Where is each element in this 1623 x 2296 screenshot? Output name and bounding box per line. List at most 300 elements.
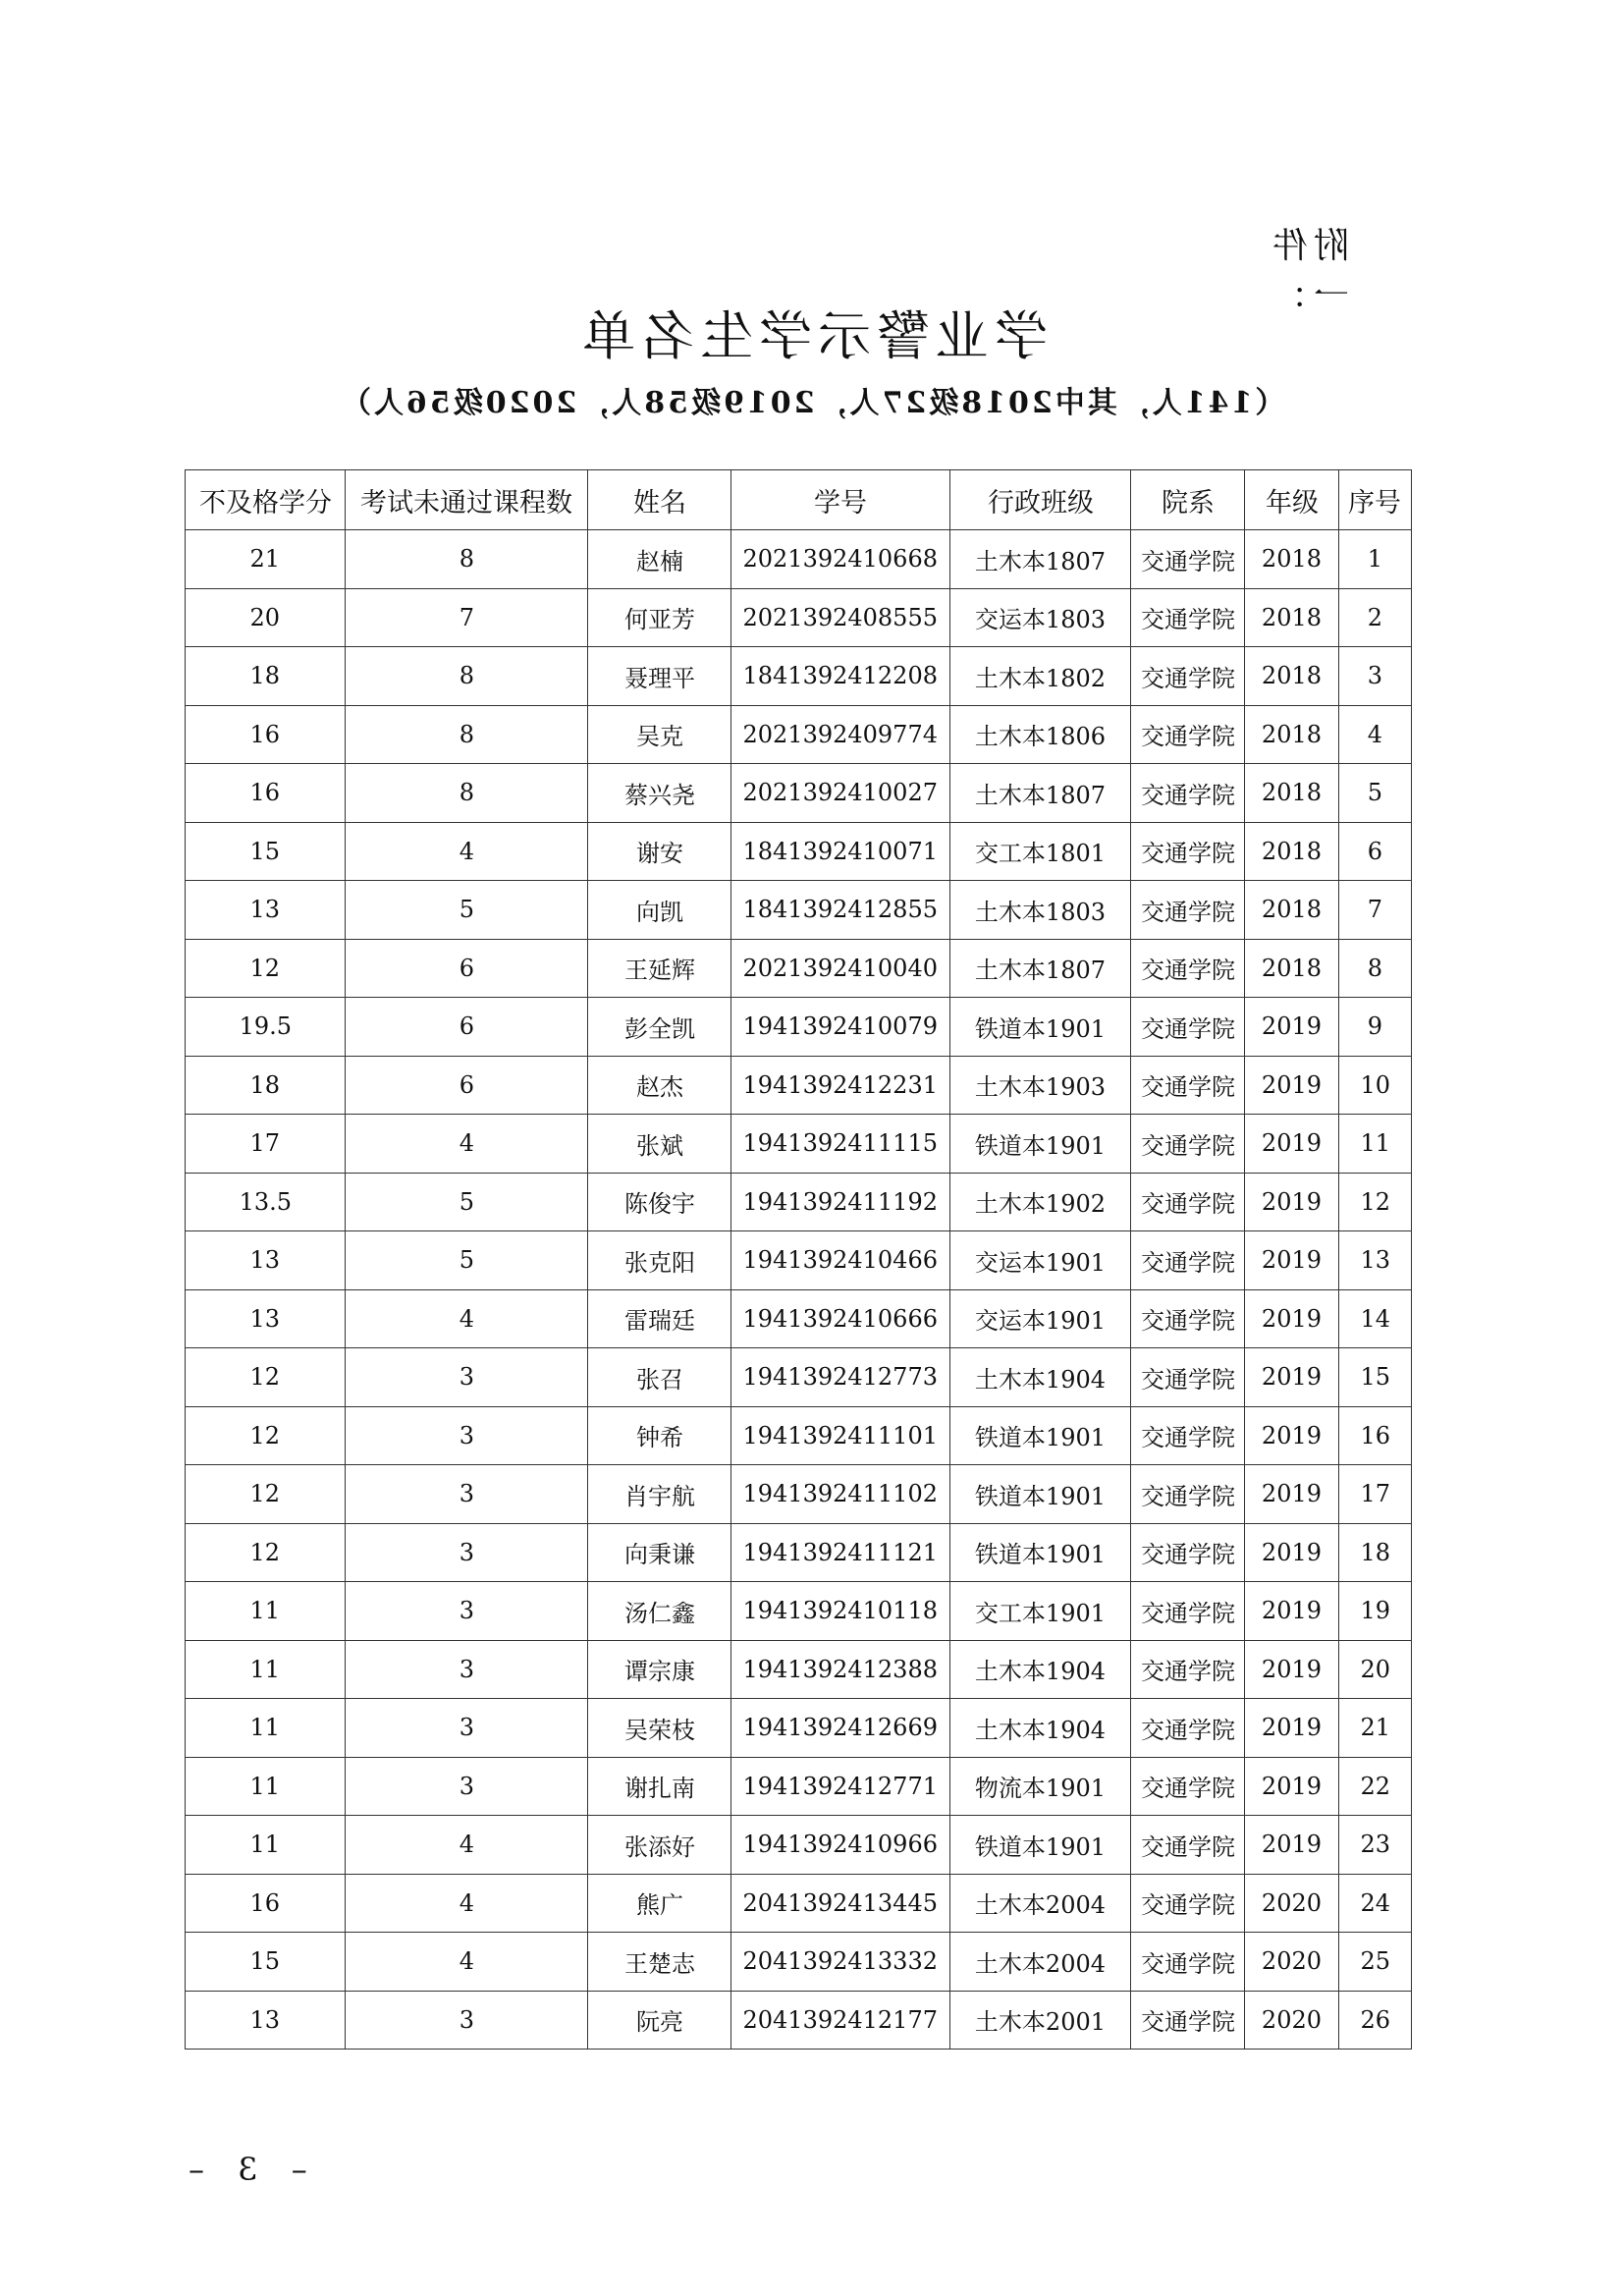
cell-text: 13 (249, 2005, 281, 2034)
cell-text: 8 (459, 720, 475, 748)
cell-text: 2018 (1262, 720, 1323, 748)
cell-failed-courses (346, 1115, 588, 1174)
cell-student-id (730, 1874, 949, 1933)
cell-text: 汤仁鑫 (623, 1599, 695, 1627)
cell-text: 1941392411102 (742, 1480, 939, 1508)
cell-text: 土木本2001 (975, 2008, 1107, 2037)
cell-department (1131, 1757, 1245, 1816)
cell-text: 交通学院 (1140, 606, 1235, 634)
cell-index (1338, 647, 1411, 706)
cell-grade (1245, 1173, 1338, 1231)
cell-text: 交运本1803 (975, 606, 1107, 634)
cell-grade (1245, 1231, 1338, 1290)
cell-class (949, 530, 1130, 589)
cell-grade (1245, 1933, 1338, 1992)
cell-text: 交通学院 (1140, 1365, 1235, 1394)
cell-text: 8 (459, 662, 475, 690)
table-row (186, 764, 1412, 823)
cell-text: 土木本2004 (975, 1949, 1107, 1978)
table-row (186, 1115, 1412, 1174)
cell-index (1338, 1991, 1411, 2050)
cell-text: 交通学院 (1140, 1891, 1235, 1920)
cell-failed-credits (186, 881, 346, 940)
cell-name (588, 530, 731, 589)
cell-text: 1941392410666 (742, 1304, 939, 1333)
cell-student-id (730, 588, 949, 647)
cell-failed-courses (346, 1348, 588, 1407)
cell-text: 3 (459, 1538, 475, 1566)
cell-text: 16 (249, 1888, 281, 1917)
cell-department (1131, 1582, 1245, 1641)
cell-failed-credits (186, 1465, 346, 1524)
cell-grade (1245, 1757, 1338, 1816)
cell-department (1131, 998, 1245, 1057)
cell-text: 2 (1367, 603, 1382, 631)
cell-text: 13 (1360, 1246, 1390, 1275)
cell-department (1131, 1523, 1245, 1582)
cell-text: 2019 (1262, 1304, 1323, 1333)
cell-failed-credits (186, 1640, 346, 1699)
cell-text: 吴荣枝 (623, 1716, 695, 1744)
cell-text: 交通学院 (1140, 723, 1235, 751)
cell-department (1131, 530, 1245, 589)
cell-name (588, 1465, 731, 1524)
column-header-label: 考试未通过课程数 (360, 487, 573, 519)
cell-failed-courses (346, 1874, 588, 1933)
cell-student-id (730, 1289, 949, 1348)
cell-text: 1941392411115 (742, 1129, 939, 1158)
cell-text: 18 (1360, 1538, 1390, 1566)
cell-text: 交通学院 (1140, 1716, 1235, 1744)
table-row (186, 1173, 1412, 1231)
cell-failed-courses (346, 1231, 588, 1290)
cell-text: 土木本2004 (975, 1891, 1107, 1920)
cell-grade (1245, 530, 1338, 589)
cell-text: 1941392412388 (742, 1655, 939, 1683)
cell-text: 19 (1360, 1597, 1390, 1625)
cell-text: 12 (249, 954, 281, 982)
column-header-index (1338, 470, 1411, 530)
cell-department (1131, 1406, 1245, 1465)
cell-failed-credits (186, 1523, 346, 1582)
cell-text: 2018 (1262, 779, 1323, 807)
cell-text: 2019 (1262, 1831, 1323, 1859)
cell-index (1338, 588, 1411, 647)
cell-text: 交通学院 (1140, 1599, 1235, 1627)
cell-class (949, 1874, 1130, 1933)
cell-text: 交工本1801 (975, 840, 1107, 868)
cell-text: 交通学院 (1140, 898, 1235, 926)
page-title-text: 学业警示学生名单 (575, 305, 1048, 367)
cell-student-id (730, 1699, 949, 1758)
table-row (186, 1465, 1412, 1524)
cell-failed-courses (346, 1816, 588, 1875)
page-subtitle (0, 378, 1623, 421)
cell-class (949, 1231, 1130, 1290)
cell-student-id (730, 998, 949, 1057)
cell-grade (1245, 822, 1338, 881)
cell-text: 熊广 (635, 1891, 683, 1920)
cell-text: 2021392409774 (742, 720, 939, 748)
cell-department (1131, 1348, 1245, 1407)
cell-text: 4 (459, 1129, 475, 1158)
cell-text: 彭全凯 (623, 1014, 695, 1043)
cell-index (1338, 881, 1411, 940)
cell-text: 2019 (1262, 1714, 1323, 1742)
cell-text: 交通学院 (1140, 664, 1235, 692)
cell-text: 5 (459, 1187, 475, 1216)
cell-grade (1245, 588, 1338, 647)
column-header-failed-credits (186, 470, 346, 530)
cell-class (949, 1816, 1130, 1875)
cell-text: 向凯 (635, 898, 683, 926)
cell-student-id (730, 1816, 949, 1875)
cell-department (1131, 1640, 1245, 1699)
cell-student-id (730, 764, 949, 823)
table-row (186, 530, 1412, 589)
cell-grade (1245, 764, 1338, 823)
cell-text: 1941392410079 (742, 1012, 939, 1041)
cell-text: 2019 (1262, 1070, 1323, 1099)
cell-index (1338, 1348, 1411, 1407)
cell-text: 11 (249, 1772, 281, 1800)
cell-grade (1245, 1816, 1338, 1875)
cell-student-id (730, 1231, 949, 1290)
table-body (186, 530, 1412, 2050)
cell-department (1131, 1173, 1245, 1231)
cell-name (588, 1640, 731, 1699)
cell-text: 1941392410118 (742, 1597, 939, 1625)
cell-name (588, 1173, 731, 1231)
cell-grade (1245, 881, 1338, 940)
table-row (186, 1757, 1412, 1816)
column-header-label: 不及格学分 (198, 487, 332, 519)
cell-name (588, 1816, 731, 1875)
table-row (186, 705, 1412, 764)
cell-grade (1245, 1348, 1338, 1407)
column-header-label: 序号 (1348, 487, 1402, 519)
cell-text: 1841392410071 (742, 837, 939, 865)
table-row (186, 1816, 1412, 1875)
table-row (186, 1640, 1412, 1699)
cell-text: 2018 (1262, 545, 1323, 574)
cell-department (1131, 1991, 1245, 2050)
cell-class (949, 1173, 1130, 1231)
cell-grade (1245, 939, 1338, 998)
cell-student-id (730, 1173, 949, 1231)
cell-index (1338, 1582, 1411, 1641)
cell-class (949, 647, 1130, 706)
cell-text: 2020 (1262, 2005, 1323, 2034)
cell-failed-credits (186, 705, 346, 764)
cell-text: 交通学院 (1140, 1775, 1235, 1803)
cell-failed-credits (186, 647, 346, 706)
cell-class (949, 1115, 1130, 1174)
page-number (177, 2151, 307, 2188)
cell-text: 1941392412773 (742, 1363, 939, 1392)
cell-text: 13 (249, 1246, 281, 1275)
cell-text: 交通学院 (1140, 1482, 1235, 1510)
cell-text: 4 (459, 1831, 475, 1859)
cell-text: 何亚芳 (623, 606, 695, 634)
cell-department (1131, 881, 1245, 940)
cell-text: 王延辉 (623, 957, 695, 985)
cell-text: 2019 (1262, 1480, 1323, 1508)
cell-grade (1245, 1056, 1338, 1115)
cell-text: 16 (1360, 1421, 1390, 1449)
cell-student-id (730, 822, 949, 881)
cell-grade (1245, 1523, 1338, 1582)
cell-department (1131, 822, 1245, 881)
column-header-name (588, 470, 731, 530)
cell-failed-courses (346, 588, 588, 647)
cell-text: 王楚志 (623, 1949, 695, 1978)
cell-text: 12 (249, 1421, 281, 1449)
cell-text: 土木本1904 (975, 1658, 1107, 1686)
cell-text: 18 (249, 662, 281, 690)
cell-text: 13 (249, 896, 281, 924)
cell-text: 雷瑞廷 (623, 1307, 695, 1336)
cell-failed-credits (186, 939, 346, 998)
cell-class (949, 881, 1130, 940)
cell-text: 2019 (1262, 1246, 1323, 1275)
cell-text: 张斌 (635, 1131, 683, 1160)
cell-text: 交通学院 (1140, 1424, 1235, 1452)
cell-text: 赵楠 (635, 547, 683, 575)
cell-student-id (730, 1640, 949, 1699)
cell-name (588, 1231, 731, 1290)
cell-text: 谢扎南 (623, 1775, 695, 1803)
table-row (186, 1699, 1412, 1758)
cell-department (1131, 1816, 1245, 1875)
cell-index (1338, 1523, 1411, 1582)
cell-text: 铁道本1901 (975, 1014, 1107, 1043)
cell-text: 20 (249, 603, 281, 631)
table-row (186, 647, 1412, 706)
cell-grade (1245, 1582, 1338, 1641)
cell-text: 1941392412231 (742, 1070, 939, 1099)
cell-failed-credits (186, 1348, 346, 1407)
cell-text: 20 (1360, 1655, 1390, 1683)
cell-text: 土木本1904 (975, 1716, 1107, 1744)
cell-text: 3 (459, 2005, 475, 2034)
cell-text: 交通学院 (1140, 1190, 1235, 1219)
cell-text: 5 (1367, 779, 1382, 807)
cell-text: 2019 (1262, 1421, 1323, 1449)
table-row (186, 1056, 1412, 1115)
cell-grade (1245, 1874, 1338, 1933)
cell-student-id (730, 1115, 949, 1174)
cell-name (588, 1991, 731, 2050)
cell-text: 2021392410040 (742, 954, 939, 982)
cell-text: 交通学院 (1140, 1832, 1235, 1861)
cell-name (588, 998, 731, 1057)
cell-index (1338, 998, 1411, 1057)
cell-failed-credits (186, 1699, 346, 1758)
cell-text: 1941392411192 (742, 1187, 939, 1216)
column-header-label: 院系 (1161, 487, 1215, 519)
cell-failed-credits (186, 1289, 346, 1348)
cell-text: 24 (1360, 1888, 1390, 1917)
cell-index (1338, 1757, 1411, 1816)
table-row (186, 881, 1412, 940)
cell-text: 2019 (1262, 1655, 1323, 1683)
cell-name (588, 705, 731, 764)
cell-index (1338, 1173, 1411, 1231)
cell-text: 土木本1903 (975, 1073, 1107, 1102)
cell-text: 12 (249, 1363, 281, 1392)
table-row (186, 1874, 1412, 1933)
cell-class (949, 1933, 1130, 1992)
table-row (186, 1582, 1412, 1641)
cell-text: 钟希 (635, 1424, 683, 1452)
cell-name (588, 764, 731, 823)
cell-student-id (730, 705, 949, 764)
cell-failed-credits (186, 1874, 346, 1933)
cell-text: 土木本1807 (975, 957, 1107, 985)
cell-text: 交通学院 (1140, 547, 1235, 575)
cell-index (1338, 939, 1411, 998)
cell-grade (1245, 647, 1338, 706)
cell-text: 交工本1901 (975, 1599, 1107, 1627)
cell-index (1338, 1816, 1411, 1875)
cell-name (588, 1933, 731, 1992)
cell-student-id (730, 1406, 949, 1465)
cell-text: 8 (459, 779, 475, 807)
cell-failed-courses (346, 1173, 588, 1231)
cell-name (588, 1699, 731, 1758)
cell-name (588, 1115, 731, 1174)
cell-class (949, 1523, 1130, 1582)
cell-grade (1245, 1289, 1338, 1348)
cell-student-id (730, 530, 949, 589)
cell-department (1131, 1874, 1245, 1933)
cell-text: 2018 (1262, 896, 1323, 924)
table-row (186, 588, 1412, 647)
cell-text: 交通学院 (1140, 1248, 1235, 1277)
column-header-label: 学号 (813, 487, 867, 519)
table-row (186, 1991, 1412, 2050)
table-row (186, 822, 1412, 881)
cell-text: 交通学院 (1140, 1949, 1235, 1978)
cell-department (1131, 1289, 1245, 1348)
attachment-label (1267, 218, 1424, 316)
cell-index (1338, 1115, 1411, 1174)
cell-department (1131, 1465, 1245, 1524)
cell-text: 铁道本1901 (975, 1424, 1107, 1452)
cell-text: 2019 (1262, 1538, 1323, 1566)
cell-failed-courses (346, 1289, 588, 1348)
cell-text: 铁道本1901 (975, 1131, 1107, 1160)
column-header-label: 年级 (1265, 487, 1319, 519)
cell-text: 12 (249, 1538, 281, 1566)
cell-text: 2021392410668 (742, 545, 939, 574)
cell-failed-courses (346, 1406, 588, 1465)
cell-name (588, 1406, 731, 1465)
cell-class (949, 1348, 1130, 1407)
cell-student-id (730, 647, 949, 706)
cell-text: 3 (1367, 662, 1382, 690)
cell-text: 26 (1360, 2005, 1390, 2034)
cell-text: 1941392412669 (742, 1714, 939, 1742)
cell-text: 7 (459, 603, 475, 631)
cell-text: 16 (249, 720, 281, 748)
cell-text: 2019 (1262, 1597, 1323, 1625)
cell-text: 3 (459, 1363, 475, 1392)
cell-grade (1245, 998, 1338, 1057)
cell-department (1131, 1933, 1245, 1992)
cell-class (949, 705, 1130, 764)
cell-index (1338, 1933, 1411, 1992)
cell-text: 3 (459, 1480, 475, 1508)
cell-failed-credits (186, 1991, 346, 2050)
cell-text: 2020 (1262, 1947, 1323, 1976)
cell-text: 2020 (1262, 1888, 1323, 1917)
cell-department (1131, 939, 1245, 998)
cell-text: 3 (459, 1772, 475, 1800)
cell-text: 2018 (1262, 954, 1323, 982)
cell-text: 1941392411101 (742, 1421, 939, 1449)
cell-text: 阮亮 (635, 2008, 683, 2037)
cell-text: 1841392412855 (742, 896, 939, 924)
cell-text: 交通学院 (1140, 1541, 1235, 1569)
cell-text: 1941392410466 (742, 1246, 939, 1275)
cell-student-id (730, 1465, 949, 1524)
page-number-text: – 3 – (177, 2151, 307, 2188)
cell-name (588, 1874, 731, 1933)
cell-class (949, 1582, 1130, 1641)
cell-class (949, 588, 1130, 647)
cell-text: 13.5 (239, 1187, 292, 1216)
cell-text: 7 (1367, 896, 1382, 924)
cell-text: 1841392412208 (742, 662, 939, 690)
cell-text: 3 (459, 1597, 475, 1625)
cell-class (949, 939, 1130, 998)
cell-class (949, 998, 1130, 1057)
cell-failed-credits (186, 1582, 346, 1641)
cell-student-id (730, 1348, 949, 1407)
cell-name (588, 1523, 731, 1582)
cell-failed-courses (346, 1933, 588, 1992)
column-header-label: 行政班级 (987, 487, 1094, 519)
cell-text: 4 (459, 1947, 475, 1976)
cell-text: 2021392410027 (742, 779, 939, 807)
cell-failed-courses (346, 822, 588, 881)
table-row (186, 1231, 1412, 1290)
cell-text: 土木本1803 (975, 898, 1107, 926)
cell-grade (1245, 705, 1338, 764)
cell-failed-credits (186, 530, 346, 589)
cell-class (949, 764, 1130, 823)
cell-text: 土木本1807 (975, 781, 1107, 809)
cell-student-id (730, 939, 949, 998)
cell-text: 2019 (1262, 1363, 1323, 1392)
cell-name (588, 822, 731, 881)
table-header-row (186, 470, 1412, 530)
cell-student-id (730, 1523, 949, 1582)
cell-text: 陈俊宇 (623, 1190, 695, 1219)
cell-text: 23 (1360, 1831, 1390, 1859)
page-subtitle-text: （141人，其中2018级27人，2019级58人，2020级56人） (338, 386, 1285, 420)
cell-text: 12 (249, 1480, 281, 1508)
cell-text: 交通学院 (1140, 2008, 1235, 2037)
cell-text: 1 (1367, 545, 1382, 574)
cell-index (1338, 1406, 1411, 1465)
cell-text: 22 (1360, 1772, 1390, 1800)
cell-text: 5 (459, 896, 475, 924)
cell-department (1131, 1699, 1245, 1758)
column-header-failed-courses (346, 470, 588, 530)
